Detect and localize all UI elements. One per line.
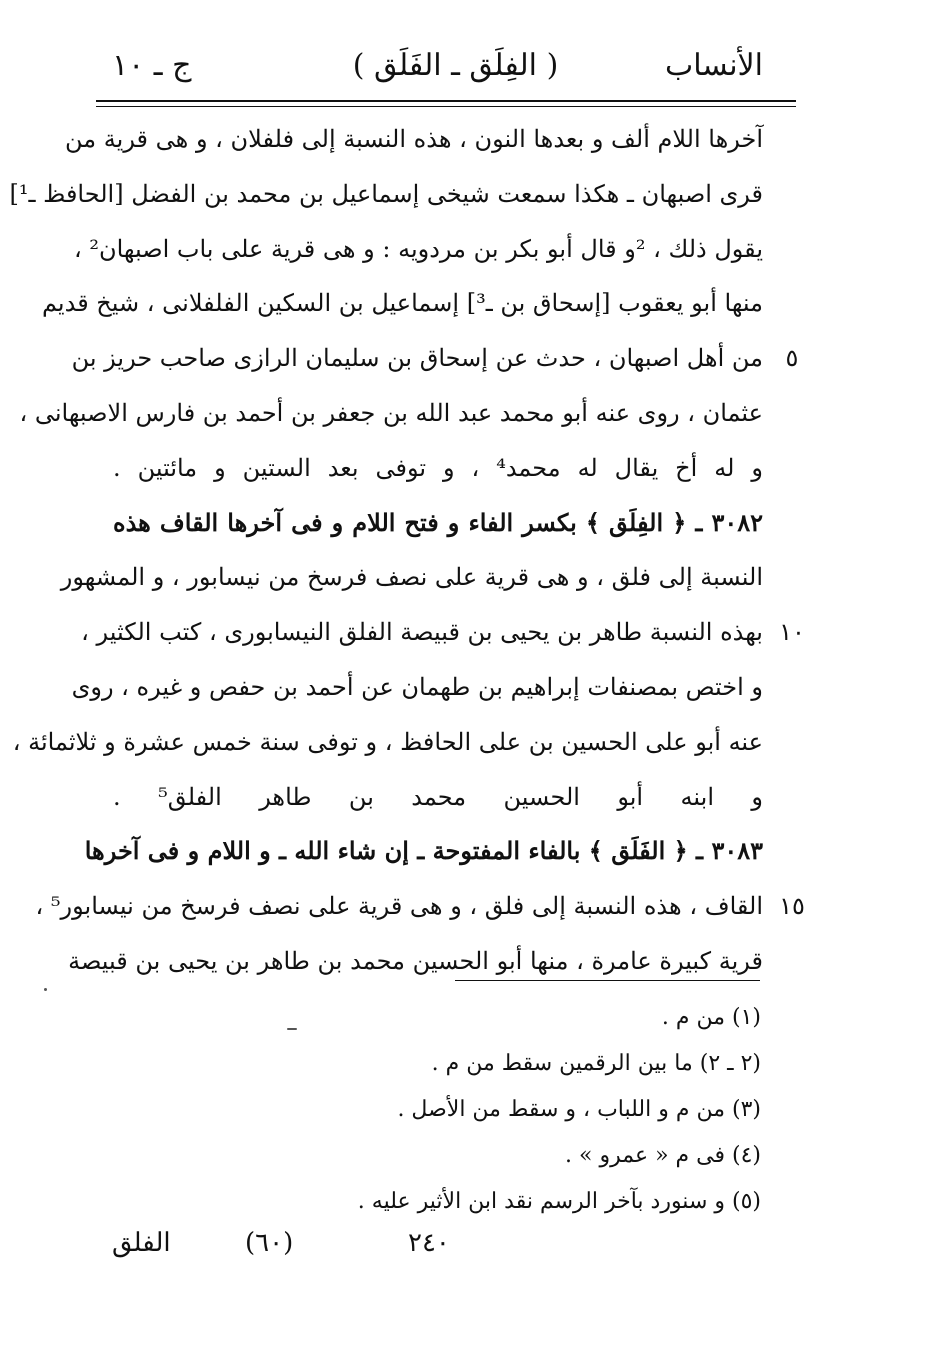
footnote: (١) من م .	[661, 1005, 761, 1030]
line-text: يقول ذلك ، ²و قال أبو بكر بن مردويه : و هى قرية على باب اصبهان² ،	[73, 234, 763, 263]
line-text: النسبة إلى فلق ، و هى قرية على نصف فرسخ من نيسابور ، و المشهور	[60, 563, 763, 592]
footnote-rule	[455, 980, 760, 981]
running-entries: ( الفِلَق ـ الفَلَق )	[352, 48, 559, 83]
line-number: ٥	[785, 344, 799, 373]
line-text: ٣٠٨٣ ـ ﴿ الفَلَق ﴾ بالفاء المفتوحة ـ إن شاء الله ـ و اللام و فى آخرها	[84, 836, 763, 866]
line-text: و له أخ يقال له محمد⁴ ، و توفى بعد الستين و مائتين .	[113, 453, 763, 482]
footnote: (٣) من م و اللباب ، و سقط من الأصل .	[397, 1097, 761, 1122]
page-number: ٢٤٠	[408, 1228, 450, 1258]
text-line	[60, 550, 763, 605]
header-rule-thick	[96, 100, 796, 102]
line-text: آخرها اللام ألف و بعدها النون ، هذه النسبة إلى فلفلان ، و هى قرية من	[65, 125, 763, 153]
footnote: (٥) و سنورد بآخر الرسم نقد ابن الأثير عليه .	[357, 1189, 761, 1214]
header-rule-thin	[96, 106, 796, 107]
line-text: ٣٠٨٢ ـ ﴿ الفِلَق ﴾ بكسر الفاء و فتح اللام و فى آخرها القاف هذه	[113, 507, 763, 537]
line-text: منها أبو يعقوب [إسحاق بن ـ³] إسماعيل بن السكين الفلفلانى ، شيخ قديم	[41, 289, 763, 318]
line-text: قرى اصبهان ـ هكذا سمعت شيخى إسماعيل بن محمد بن الفضل [الحافظ ـ¹]	[9, 179, 763, 208]
entry-heading-line	[84, 824, 763, 879]
line-text: بهذه النسبة طاهر بن يحيى بن قبيصة الفلق النيسابورى ، كتب الكثير ،	[81, 618, 763, 647]
running-title: الأنساب	[665, 48, 763, 83]
text-line	[71, 660, 763, 715]
line-text: و ابنه أبو الحسين محمد بن طاهر الفلق⁵ .	[113, 782, 763, 811]
line-text: عنه أبو على الحسين بن على الحافظ ، و توفى سنة خمس عشرة و ثلاثمائة ،	[12, 727, 763, 756]
text-line	[41, 276, 763, 331]
line-number: ١٠	[779, 618, 805, 647]
line-number: ١٥	[779, 892, 805, 921]
line-text: عثمان ، روى عنه أبو محمد عبد الله بن جعفر بن أحمد بن فارس الاصبهانى ،	[19, 398, 763, 427]
entry-heading-line	[113, 496, 763, 551]
scan-speck	[44, 988, 47, 991]
main-text	[9, 112, 805, 989]
line-text: من أهل اصبهان ، حدث عن إسحاق بن سليمان الرازى صاحب حريز بن	[71, 344, 763, 373]
footnote: (٤) فى م « عمرو » .	[565, 1143, 761, 1168]
footnote: (٢ ـ ٢) ما بين الرقمين سقط من م .	[431, 1051, 761, 1076]
text-line	[81, 605, 805, 660]
text-line	[9, 167, 763, 222]
text-line	[73, 222, 763, 277]
text-line	[71, 331, 799, 386]
catchword: الفلق	[112, 1228, 171, 1258]
line-text: و اختص بمصنفات إبراهيم بن طهمان عن أحمد بن حفص و غيره ، روى	[71, 672, 763, 701]
text-line	[35, 879, 805, 934]
text-line	[12, 715, 763, 770]
scan-speck	[287, 1028, 297, 1030]
text-line	[19, 386, 763, 441]
text-line	[113, 441, 763, 496]
footnotes	[111, 995, 761, 1225]
volume-number: ج ـ ١٠	[112, 48, 192, 83]
text-line	[65, 112, 763, 167]
line-text: قرية كبيرة عامرة ، منها أبو الحسين محمد بن طاهر بن يحيى بن قبيصة	[68, 946, 763, 975]
text-line	[113, 770, 763, 825]
signature-mark: (٦٠)	[245, 1228, 294, 1258]
line-text: القاف ، هذه النسبة إلى فلق ، و هى قرية على نصف فرسخ من نيسابور⁵ ،	[35, 892, 763, 921]
